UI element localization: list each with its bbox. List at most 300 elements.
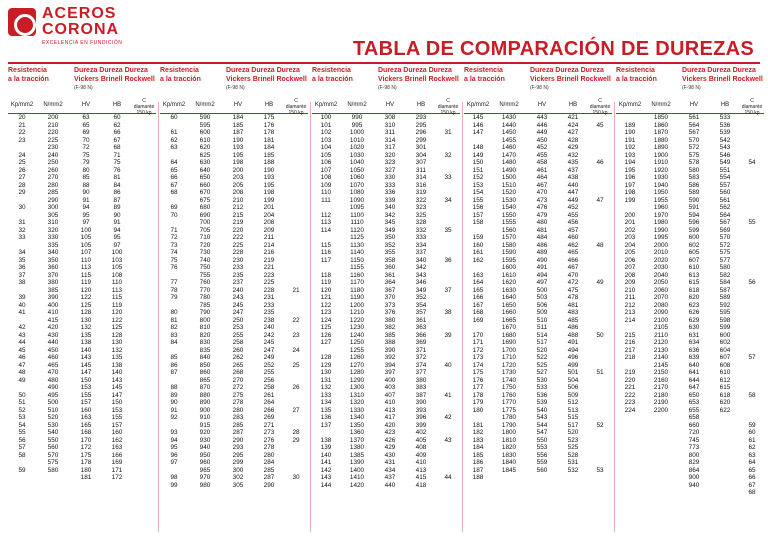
table-cell [740,294,764,302]
table-block-1 [8,66,156,543]
table-cell: 1780 [501,414,517,421]
column-nmm [340,114,374,489]
table-cell: 165 [472,286,484,294]
table-cell [436,272,460,280]
table-cell: 125 [320,324,332,331]
table-cell: 352 [384,241,396,249]
table-cell: 300 [232,466,244,474]
header-hardness: Dureza Dureza Dureza Vickers Brinell Rockwell [682,67,763,83]
table-cell: 247 [232,309,244,316]
table-cell [710,459,740,467]
table-cell: 420 [384,421,396,429]
table-cell: 25 [18,159,26,166]
table-cell: 333 [384,181,396,189]
table-cell: 230 [232,256,244,264]
table-cell: 295 [232,451,244,459]
table-cell [740,377,764,385]
table-cell: 1990 [653,226,669,234]
table-cell: 214 [624,316,636,324]
table-cell: 455 [536,151,548,159]
table-cell [588,429,612,437]
table-cell: 2080 [653,301,669,309]
table-cell: 160 [111,429,123,436]
table-cell [284,257,308,265]
column-headers [312,98,460,116]
table-cell [464,227,492,235]
table-cell: 36 [444,256,452,264]
table-cell: 870 [199,384,211,391]
table-cell: 181 [80,474,92,481]
table-cell: 525 [536,361,548,369]
column-header-hrc: C diamante 150 kp [741,98,763,116]
table-cell: 91 [82,196,90,204]
table-cell: 1090 [349,196,365,204]
table-cell: 31 [18,219,26,226]
table-cell: 496 [567,354,579,361]
table-cell: 39 [18,294,26,301]
table-cell: 1160 [350,271,364,279]
table-cell: 470 [47,369,59,376]
logo-icon [8,8,36,36]
table-cell: 296 [415,129,427,136]
table-cell: 158 [472,219,484,226]
table-cell: 1280 [349,369,365,376]
table-cell [740,152,764,160]
table-cell: 310 [384,121,396,129]
table-cell: 860 [199,369,211,376]
column-hv [526,114,558,474]
table-cell: 455 [567,211,579,219]
table-cell: 80 [170,309,178,316]
column-header-kp: Kp/mm2 [618,102,642,108]
column-header-hv: HV [233,102,243,108]
table-cell: 68 [170,189,178,196]
table-cell: 322 [415,196,427,204]
table-cell: 413 [415,466,427,474]
table-cell: 65 [748,466,756,474]
table-cell: 583 [688,174,700,181]
table-cell: 589 [688,189,700,196]
table-cell: 440 [47,339,59,346]
table-cell [436,452,460,460]
table-cell [464,264,492,272]
table-cell: 490 [47,384,59,391]
table-cell: 45 [18,346,26,354]
table-cell: 41 [18,309,26,316]
table-cell [284,264,308,272]
table-cell: 219 [263,256,275,264]
table-cell: 268 [232,369,244,376]
table-cell: 1810 [501,436,517,444]
table-cell: 91 [170,406,178,414]
table-cell: 460 [567,234,579,241]
column-headers [464,98,612,116]
table-cell: 71 [113,151,121,159]
table-cell: 96 [170,451,178,459]
table-cell: 371 [415,346,427,354]
table-cell: 1200 [349,301,365,309]
table-cell: 580 [47,466,59,474]
table-cell: 64 [748,459,756,466]
table-cell [740,114,764,122]
table-cell: 660 [688,421,700,429]
table-cell [436,324,460,332]
table-cell: 615 [719,384,731,391]
table-cell: 1650 [501,301,517,309]
column-kp [312,114,340,489]
table-cell [710,422,740,430]
table-cell [284,227,308,235]
table-cell [464,324,492,332]
table-cell: 253 [232,324,244,331]
table-cell: 486 [567,324,579,331]
table-cell: 447 [567,189,579,196]
table-cell: 790 [199,309,211,316]
table-cell: 171 [472,339,484,346]
table-cell: 77 [170,279,178,286]
table-cell: 1210 [349,309,365,316]
table-cell: 166 [472,294,484,301]
table-cell: 520 [567,429,579,436]
table-cell: 500 [47,399,59,406]
table-cell: 835 [199,346,211,354]
table-cell: 144 [320,481,332,489]
table-cell: 357 [415,309,427,316]
table-cell: 47 [18,361,26,369]
block-header [160,66,308,102]
table-cell [740,272,764,280]
table-cell: 228 [263,286,275,294]
table-cell: 69 [170,204,178,211]
brand-name: ACEROS CORONA [42,5,120,38]
table-cell: 1080 [349,189,365,196]
table-cell: 90 [82,189,90,196]
table-cell: 2190 [653,399,669,406]
table-cell: 497 [536,279,548,286]
table-cell: 599 [688,226,700,234]
table-cell [588,204,612,212]
table-cell: 224 [624,406,636,414]
table-cell: 60 [170,114,178,121]
table-cell: 65 [82,121,90,129]
table-cell: 760 [199,279,211,286]
table-cell: 1920 [653,166,669,174]
table-cell: 636 [688,346,700,354]
table-cell: 930 [199,436,211,444]
table-cell: 2000 [653,241,669,249]
table-cell: 1555 [501,219,517,226]
column-hv [678,114,710,489]
table-cell: 336 [384,189,396,196]
table-cell: 138 [80,339,92,346]
table-cell: 52 [596,421,604,429]
table-cell [436,242,460,250]
table-cell: 235 [232,271,244,279]
table-cell: 278 [263,444,275,451]
table-cell: 283 [232,414,244,421]
column-hv [222,114,254,489]
table-cell: 1740 [501,376,517,384]
table-cell: 290 [232,436,244,444]
table-cell: 540 [47,429,59,436]
table-cell: 34 [444,196,452,204]
table-cell: 370 [384,294,396,301]
table-cell: 491 [536,264,548,271]
table-cell: 217 [624,346,636,354]
block-divider [462,102,463,532]
table-cell: 314 [384,136,396,144]
table-cell: 114 [320,226,332,234]
table-cell: 1000 [349,129,365,136]
header-hardness: Dureza Dureza Dureza Vickers Brinell Rockwell [530,67,611,83]
table-cell: 569 [719,226,731,234]
table-cell: 345 [384,219,396,226]
table-cell: 193 [624,151,636,159]
table-cell: 211 [624,294,636,301]
table-cell: 163 [80,414,92,421]
table-cell: 481 [536,226,548,234]
table-cell [588,234,612,242]
table-cell: 470 [536,189,548,196]
table-cell [436,429,460,437]
table-cell: 1870 [653,129,669,136]
table-cell: 25 [292,361,300,369]
table-cell [436,354,460,362]
table-cell [710,474,740,482]
table-cell [436,219,460,227]
table-cell: 175 [472,369,484,376]
block-header [8,66,156,102]
table-cell: 2120 [653,339,669,346]
table-cell: 1600 [501,264,517,271]
table-cell [284,272,308,280]
table-cell: 631 [688,331,700,339]
table-cell: 343 [415,271,427,279]
brand-logo [8,6,128,50]
table-cell: 103 [320,136,332,144]
table-cell: 547 [536,429,548,436]
table-cell: 304 [415,151,427,159]
table-cell: 431 [384,459,396,466]
table-cell: 2170 [653,384,669,391]
table-cell [8,317,36,325]
table-cell: 118 [320,271,332,279]
table-cell: 330 [47,234,59,241]
table-cell [284,174,308,182]
header-load: (F-98 N) [682,85,701,91]
table-cell: 95 [170,444,178,451]
table-cell: 430 [384,451,396,459]
table-cell: 1680 [501,331,517,339]
table-cell: 319 [415,189,427,196]
table-cell: 270 [232,376,244,384]
table-cell: 2200 [653,406,669,414]
table-cell: 467 [567,264,579,271]
table-cell: 35 [444,226,452,234]
table-cell: 316 [415,181,427,189]
table-cell: 489 [536,249,548,256]
header-resistance: Resistencia a la tracción [8,67,49,83]
table-cell: 40 [18,301,26,309]
table-cell: 410 [47,309,59,316]
table-cell: 86 [113,189,121,196]
table-cell: 33 [444,174,452,181]
table-cell [436,339,460,347]
table-cell [644,474,678,482]
table-cell [710,467,740,475]
table-cell: 113 [111,286,123,294]
table-cell [464,414,492,422]
table-cell: 1670 [501,324,517,331]
table-cell [284,189,308,197]
table-cell [588,287,612,295]
table-cell [436,369,460,377]
table-block-4 [464,66,612,543]
table-cell: 773 [688,444,700,451]
table-cell [644,422,678,430]
table-cell: 47 [596,196,604,204]
table-cell: 770 [199,286,211,294]
table-cell: 720 [688,429,700,436]
table-cell: 231 [263,294,275,301]
table-cell: 462 [567,241,579,249]
table-cell: 110 [320,189,332,196]
table-cell: 1480 [501,159,517,166]
table-cell: 168 [472,309,484,316]
block-divider [158,102,159,532]
table-cell [740,309,764,317]
brand-tagline: EXCELENCIA EN FUNDICIÓN [42,40,123,46]
table-cell: 1530 [501,196,517,204]
table-cell: 176 [472,376,484,384]
table-cell: 473 [536,196,548,204]
table-cell: 128 [80,309,92,316]
column-nmm [492,114,526,474]
table-cell: 179 [472,399,484,406]
table-cell: 1385 [349,451,365,459]
table-cell [740,167,764,175]
table-cell [160,302,188,310]
table-cell: 390 [384,346,396,354]
table-cell: 29 [292,436,300,444]
table-cell: 457 [567,226,579,234]
table-cell: 630 [199,159,211,166]
table-cell: 207 [624,264,636,271]
table-cell: 1110 [350,219,364,226]
table-cell: 250 [232,316,244,324]
table-cell: 1130 [350,241,364,249]
table-cell: 245 [232,301,244,309]
table-cell: 185 [472,451,484,459]
table-cell: 400 [47,301,59,309]
table-cell: 800 [199,316,211,324]
table-cell: 340 [415,256,427,264]
table-cell [312,429,340,437]
column-headers [160,98,308,116]
table-cell: 564 [719,211,731,219]
column-hv [70,114,102,482]
table-cell: 397 [384,369,396,376]
table-cell: 385 [384,331,396,339]
table-cell: 41 [444,391,452,399]
table-cell: 104 [320,144,332,151]
table-cell: 198 [232,159,244,166]
table-cell [436,212,460,220]
table-cell: 1750 [501,384,517,391]
table-cell: 480 [536,219,548,226]
table-cell: 71 [170,226,178,234]
table-cell: 98 [170,474,178,481]
table-cell: 59 [748,421,756,429]
table-cell: 225 [232,241,244,249]
table-cell: 285 [232,421,244,429]
table-cell: 350 [47,256,59,264]
table-cell: 85 [82,174,90,181]
table-cell: 349 [384,226,396,234]
table-cell: 33 [18,234,26,241]
table-cell: 165 [80,421,92,429]
table-cell: 629 [688,316,700,324]
table-cell: 187 [472,466,484,474]
table-cell: 1190 [350,294,364,301]
table-cell: 532 [567,466,579,474]
table-cell: 110 [80,256,92,264]
table-cell: 465 [47,361,59,369]
table-cell: 556 [536,451,548,459]
table-cell: 26 [292,384,300,391]
table-cell [588,437,612,445]
table-cell: 61 [748,436,756,444]
table-cell [740,257,764,265]
table-cell: 960 [199,459,211,466]
table-cell: 500 [536,286,548,294]
block-divider [310,102,311,532]
table-cell: 840 [199,354,211,361]
table-cell: 602 [688,241,700,249]
table-cell: 355 [384,249,396,256]
table-cell [740,317,764,325]
table-cell: 575 [719,249,731,256]
table-cell: 1125 [350,234,364,241]
table-cell: 1250 [349,339,365,346]
table-cell [284,212,308,220]
table-cell: 107 [80,249,92,256]
table-cell: 618 [688,286,700,294]
table-cell [588,257,612,265]
table-cell [436,302,460,310]
table-cell: 990 [351,114,363,121]
table-cell: 596 [688,219,700,226]
table-cell: 201 [624,219,636,226]
table-cell: 301 [415,144,427,151]
table-cell: 446 [536,121,548,129]
table-cell: 50 [596,331,604,339]
table-cell: 1300 [349,384,365,391]
table-cell: 1430 [501,114,517,121]
table-cell: 177 [472,384,484,391]
table-cell: 59 [18,466,26,474]
table-cell: 193 [263,174,275,181]
table-cell: 602 [719,339,731,346]
table-cell: 780 [199,294,211,301]
table-cell: 225 [263,279,275,286]
table-cell: 115 [320,241,332,249]
table-cell: 266 [263,406,275,414]
table-cell: 1140 [350,249,364,256]
table-cell: 514 [536,331,548,339]
table-cell: 543 [536,414,548,421]
table-cell: 361 [384,271,396,279]
